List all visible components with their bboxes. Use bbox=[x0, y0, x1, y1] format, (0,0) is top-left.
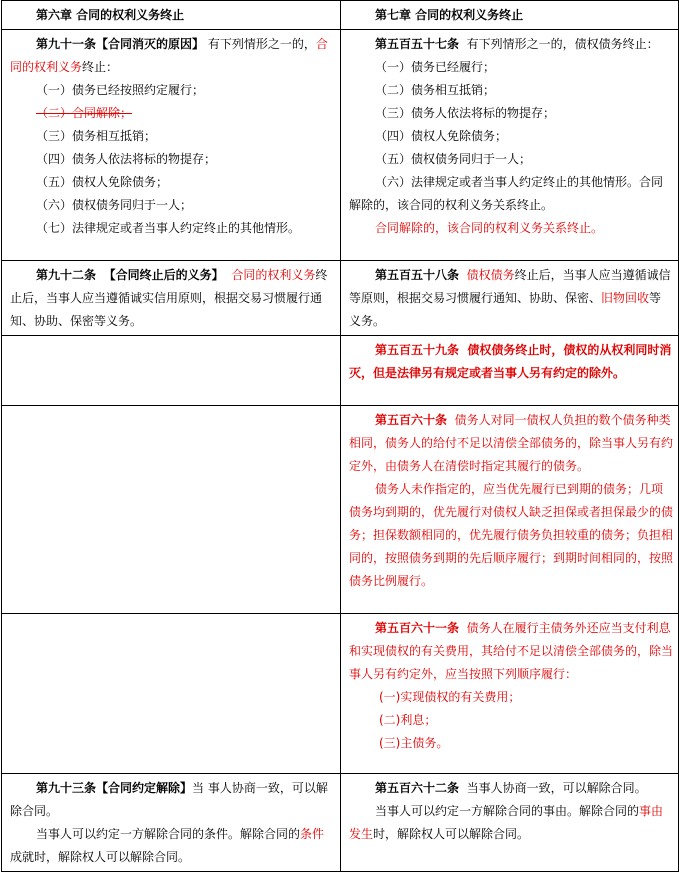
article-text: 等义务。 bbox=[349, 291, 662, 328]
article-row-2 bbox=[2, 261, 679, 336]
new-clause-text: 合同解除的，该合同的权利义务关系终止。 bbox=[375, 221, 604, 235]
article-text: 债务人在履行主债务外还应当支付利息和实现债权的有关费用，其给付不足以清偿全部债务的，除当事人另有约定外，应当按照下列顺序履行： bbox=[349, 621, 674, 681]
list-item: （五）债权债务同归于一人； bbox=[375, 152, 532, 166]
header-left bbox=[2, 1, 341, 30]
article-91 bbox=[2, 30, 341, 261]
article-561 bbox=[341, 614, 679, 774]
article-title: 第五百五十八条 bbox=[375, 268, 460, 282]
list-item: （一）债务已经履行； bbox=[375, 60, 496, 74]
highlighted-text: 事由发生 bbox=[349, 804, 664, 841]
article-text: 有下列情形之一的，债权债务终止： bbox=[466, 37, 659, 51]
article-text: 终止后，当事人应当遵循诚信等原则，根据交易习惯履行通知、协助、保密、 bbox=[349, 268, 671, 305]
article-text: 时，解除权人可以解除合同。 bbox=[373, 827, 530, 841]
article-title: 第五百五十九条 bbox=[375, 343, 460, 357]
highlighted-text: 条件 bbox=[300, 827, 325, 841]
article-text: 当 事人协商一致，可以解除合同。 bbox=[10, 781, 328, 818]
list-item: （四）债权人免除债务； bbox=[375, 129, 508, 143]
article-title: 第九十二条 bbox=[36, 268, 97, 282]
article-title: 第五百五十七条 bbox=[375, 37, 460, 51]
article-text: 债务人未作指定的，应当优先履行已到期的债务；几项债务均到期的，优先履行对债权人缺乏担保或者担保最少的债务；担保数额相同的，优先履行债务负担较重的债务；负担相同的，按照债务到期的先后顺序履行；到期时间相同的，按照债务比例履行。 bbox=[349, 482, 674, 588]
article-text: 债务人对同一债权人负担的数个债务种类相同，债务人的给付不足以清偿全部债务的，除当事人另有约定外，由债务人在清偿时指定其履行的债务。 bbox=[349, 413, 674, 473]
article-text: 终止： bbox=[82, 60, 119, 74]
article-title: 第五百六十一条 bbox=[375, 621, 460, 635]
article-title: 第五百六十二条 bbox=[375, 781, 460, 795]
article-text: 有下列情形之一的， bbox=[207, 37, 316, 51]
list-item: （四）债务人依法将标的物提存； bbox=[36, 152, 217, 166]
list-item: （一）债务已经按照约定履行； bbox=[36, 83, 205, 97]
list-item: （三）债务相互抵销； bbox=[36, 129, 157, 143]
article-row-1 bbox=[2, 30, 679, 261]
list-item: （五）债权人免除债务； bbox=[36, 175, 169, 189]
highlighted-text: 旧物回收 bbox=[601, 291, 650, 305]
highlighted-text: 合同的权利义务 bbox=[231, 268, 316, 282]
list-item: (二)利息； bbox=[379, 713, 437, 727]
article-557 bbox=[341, 30, 679, 261]
article-560 bbox=[341, 406, 679, 614]
list-item: (三)主债务。 bbox=[379, 736, 449, 750]
article-title: 第五百六十条 bbox=[375, 413, 448, 427]
list-item: （二）债务相互抵销； bbox=[375, 83, 496, 97]
article-heading: 【合同消灭的原因】 bbox=[96, 37, 205, 51]
article-text: 终止后，当事人应当遵循诚实信用原则，根据交易习惯履行通知、协助、保密等义务。 bbox=[10, 268, 328, 328]
article-text: 合同解除的，该合同的权利义务关系终止。 bbox=[349, 175, 664, 212]
list-item: （六）法律规定或者当事人约定终止的其他情形。 bbox=[375, 175, 640, 189]
chapter-title-left: 第六章 合同的权利义务终止 bbox=[36, 8, 185, 22]
article-title: 第九十一条 bbox=[36, 37, 97, 51]
deleted-list-item: （二）合同解除； bbox=[36, 106, 133, 120]
highlighted-text: 债权债务 bbox=[466, 268, 515, 282]
empty-cell bbox=[2, 406, 341, 614]
article-row-6 bbox=[2, 774, 679, 872]
header-right bbox=[341, 1, 679, 30]
list-item: （三）债务人依法将标的物提存； bbox=[375, 106, 556, 120]
article-text: 债权债务终止时，债权的从权利同时消灭，但是法律另有规定或者当事人另有约定的除外。 bbox=[349, 343, 672, 380]
header-row bbox=[2, 1, 679, 30]
list-item: (一)实现债权的有关费用； bbox=[379, 690, 521, 704]
article-title: 第九十三条 bbox=[36, 781, 97, 795]
article-558 bbox=[341, 261, 679, 336]
article-heading: 【合同终止后的义务】 bbox=[103, 268, 224, 282]
empty-cell bbox=[2, 614, 341, 774]
list-item: （六）债权债务同归于一人； bbox=[36, 198, 193, 212]
article-heading: 【合同约定解除】 bbox=[96, 781, 193, 795]
article-text: 当事人可以约定一方解除合同的事由。解除合同的 bbox=[375, 804, 640, 818]
article-row-3 bbox=[2, 336, 679, 406]
article-559 bbox=[341, 336, 679, 406]
highlighted-text: 合同的权利义务 bbox=[10, 37, 328, 74]
article-text: 当事人可以约定一方解除合同的条件。解除合同的 bbox=[36, 827, 301, 841]
article-text: 当事人协商一致，可以解除合同。 bbox=[466, 781, 647, 795]
article-92 bbox=[2, 261, 341, 336]
chapter-title-right: 第七章 合同的权利义务终止 bbox=[375, 8, 524, 22]
article-text: 成就时，解除权人可以解除合同。 bbox=[10, 850, 191, 864]
article-row-4 bbox=[2, 406, 679, 614]
article-row-5 bbox=[2, 614, 679, 774]
article-93 bbox=[2, 774, 341, 872]
empty-cell bbox=[2, 336, 341, 406]
comparison-table bbox=[1, 0, 679, 872]
list-item: （七）法律规定或者当事人约定终止的其他情形。 bbox=[36, 221, 301, 235]
article-562 bbox=[341, 774, 679, 872]
